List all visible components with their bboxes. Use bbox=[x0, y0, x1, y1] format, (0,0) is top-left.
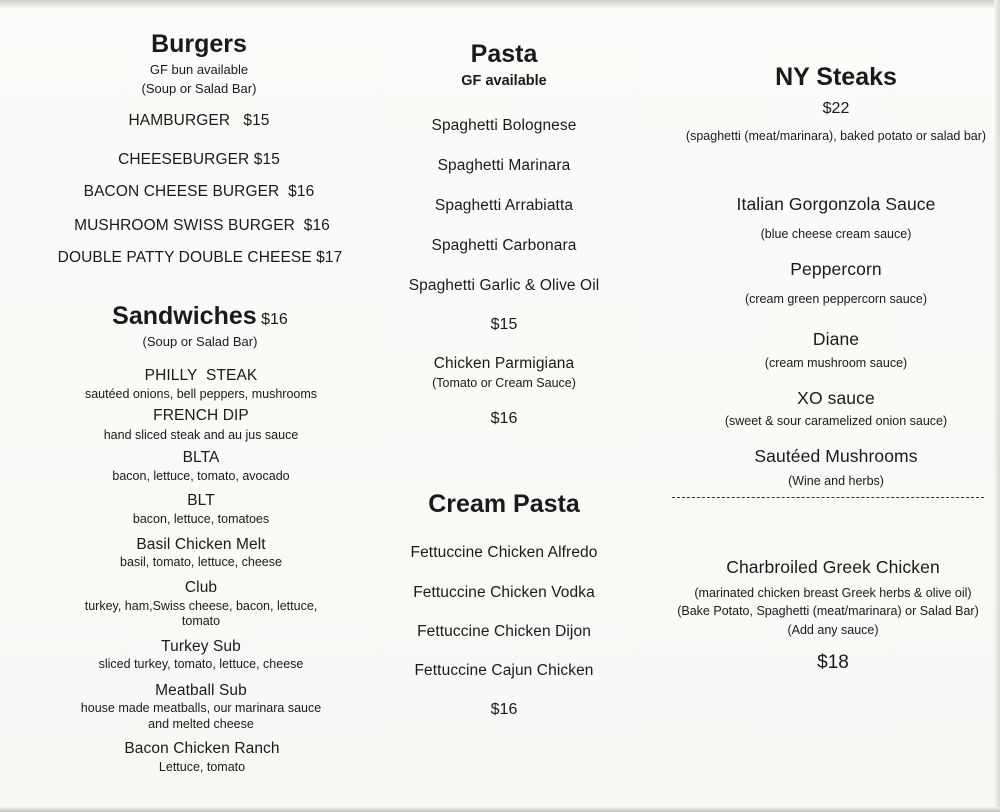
steaks-title: NY Steaks bbox=[775, 63, 897, 91]
sandwich-desc: house made meatballs, our marinara sauce bbox=[80, 701, 322, 715]
pasta-price: $15 bbox=[490, 316, 518, 333]
burger-item: HAMBURGER $15 bbox=[128, 112, 270, 129]
sauce-name: Diane bbox=[812, 329, 860, 349]
sandwich-name: Bacon Chicken Ranch bbox=[124, 740, 280, 757]
sauce-name: XO sauce bbox=[797, 388, 875, 408]
cream-pasta-item: Fettuccine Chicken Vodka bbox=[413, 584, 595, 601]
sandwich-desc: hand sliced steak and au jus sauce bbox=[103, 428, 299, 442]
sandwich-desc: sliced turkey, tomato, lettuce, cheese bbox=[98, 657, 304, 671]
sauce-desc: (cream mushroom sauce) bbox=[764, 356, 908, 370]
sandwich-name: Meatball Sub bbox=[155, 682, 247, 699]
chicken-parmigiana-desc: (Tomato or Cream Sauce) bbox=[432, 376, 576, 390]
burgers-gf-note: GF bun available bbox=[149, 62, 249, 77]
sandwich-desc: bacon, lettuce, tomato, avocado bbox=[112, 469, 290, 483]
sandwich-desc: turkey, ham,Swiss cheese, bacon, lettuce, bbox=[84, 599, 318, 613]
greek-chicken-sides: (Bake Potato, Spaghetti (meat/marinara) or Salad Bar) bbox=[677, 604, 979, 618]
sauce-desc: (cream green peppercorn sauce) bbox=[744, 292, 928, 306]
sandwich-desc-cont: and melted cheese bbox=[148, 717, 254, 731]
sandwiches-title: Sandwiches bbox=[112, 302, 257, 330]
paper-edge-right bbox=[994, 0, 1000, 812]
burgers-title: Burgers bbox=[151, 30, 247, 58]
chicken-parmigiana-name: Chicken Parmigiana bbox=[433, 355, 575, 372]
sandwich-desc-cont: tomato bbox=[181, 614, 221, 628]
greek-chicken-desc: (marinated chicken breast Greek herbs & olive oil) bbox=[694, 586, 972, 600]
sauce-desc: (Wine and herbs) bbox=[788, 474, 884, 488]
sandwiches-price: $16 bbox=[261, 311, 288, 328]
cream-pasta-price: $16 bbox=[490, 701, 518, 718]
cream-pasta-item: Fettuccine Cajun Chicken bbox=[414, 662, 594, 679]
pasta-item: Spaghetti Carbonara bbox=[431, 237, 577, 254]
sauce-name: Italian Gorgonzola Sauce bbox=[736, 194, 936, 214]
sandwich-name: Turkey Sub bbox=[161, 638, 241, 655]
sandwich-name: FRENCH DIP bbox=[153, 407, 249, 424]
greek-chicken-price: $18 bbox=[817, 652, 849, 673]
sandwiches-heading bbox=[112, 302, 288, 331]
chicken-parmigiana-price: $16 bbox=[490, 410, 518, 427]
sandwich-name: Club bbox=[184, 579, 218, 596]
pasta-item: Spaghetti Bolognese bbox=[431, 117, 577, 134]
pasta-item: Spaghetti Marinara bbox=[437, 157, 571, 174]
sauce-desc: (sweet & sour caramelized onion sauce) bbox=[724, 414, 948, 428]
pasta-gf-note: GF available bbox=[461, 73, 547, 89]
burger-item: DOUBLE PATTY DOUBLE CHEESE $17 bbox=[57, 249, 343, 266]
pasta-item: Spaghetti Garlic & Olive Oil bbox=[408, 277, 600, 294]
sauce-name: Peppercorn bbox=[790, 259, 882, 279]
sandwich-desc: bacon, lettuce, tomatoes bbox=[132, 512, 270, 526]
paper-edge-top bbox=[0, 0, 1000, 8]
steaks-price: $22 bbox=[822, 100, 850, 117]
pasta-title: Pasta bbox=[470, 40, 538, 68]
sandwich-desc: basil, tomato, lettuce, cheese bbox=[120, 555, 282, 569]
sandwich-desc: sautéed onions, bell peppers, mushrooms bbox=[84, 387, 318, 401]
pasta-item: Spaghetti Arrabiatta bbox=[434, 197, 574, 214]
sandwich-desc: Lettuce, tomato bbox=[158, 760, 246, 774]
greek-chicken-sauce-note: (Add any sauce) bbox=[787, 623, 879, 637]
cream-pasta-item: Fettuccine Chicken Alfredo bbox=[410, 544, 598, 561]
sandwich-name: BLT bbox=[187, 492, 215, 509]
cream-pasta-item: Fettuccine Chicken Dijon bbox=[417, 623, 591, 640]
burgers-side-note: (Soup or Salad Bar) bbox=[141, 81, 257, 96]
sandwiches-side-note: (Soup or Salad Bar) bbox=[142, 334, 258, 349]
sandwich-name: BLTA bbox=[182, 449, 220, 466]
cream-pasta-title: Cream Pasta bbox=[428, 490, 580, 518]
dashed-divider bbox=[672, 497, 984, 498]
burger-item: MUSHROOM SWISS BURGER $16 bbox=[74, 217, 330, 234]
steaks-side-note: (spaghetti (meat/marinara), baked potato or salad bar) bbox=[685, 129, 987, 143]
sandwich-name: PHILLY STEAK bbox=[144, 367, 258, 384]
sandwich-name: Basil Chicken Melt bbox=[136, 536, 266, 553]
burger-item: CHEESEBURGER $15 bbox=[118, 151, 280, 168]
burger-item: BACON CHEESE BURGER $16 bbox=[83, 183, 315, 200]
greek-chicken-name: Charbroiled Greek Chicken bbox=[726, 557, 940, 577]
sauce-desc: (blue cheese cream sauce) bbox=[760, 227, 912, 241]
paper-edge-bottom bbox=[0, 807, 1000, 812]
sauce-name: Sautéed Mushrooms bbox=[754, 446, 918, 466]
